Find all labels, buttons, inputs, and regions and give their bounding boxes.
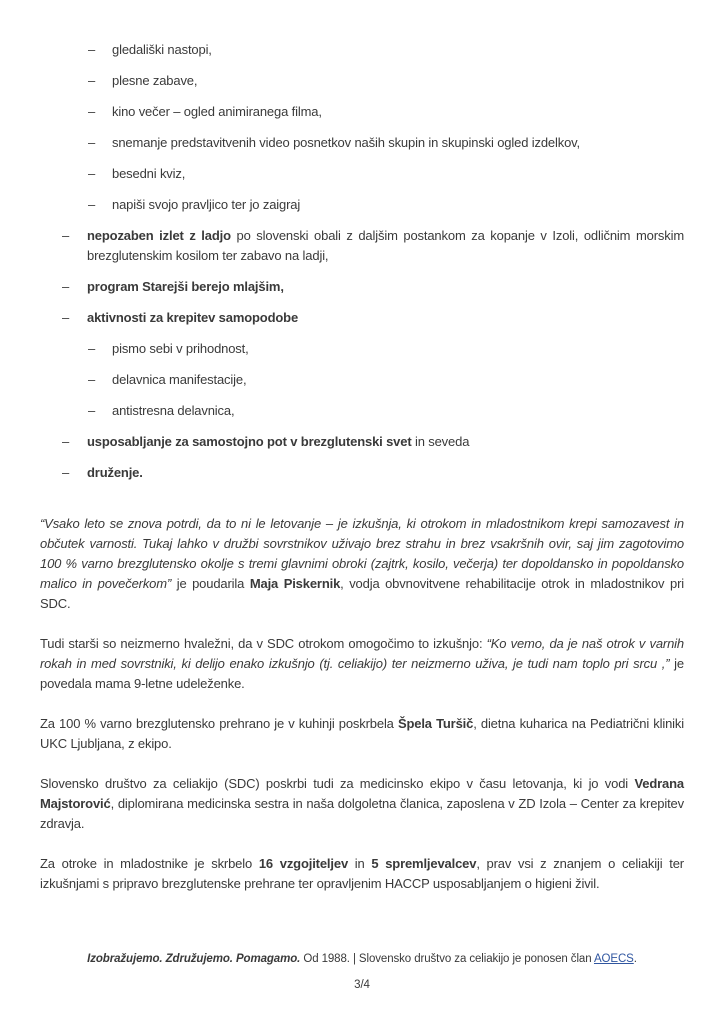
- bold-text-run: Maja Piskernik: [249, 576, 341, 591]
- list-item-text: [112, 372, 246, 387]
- text-run: gledališki nastopi,: [112, 42, 212, 57]
- text-run: , vodja obvnovitvene rehabilitacije otrok in mladostnikov pri SDC.: [40, 576, 684, 611]
- text-run: pismo sebi v prihodnost,: [112, 341, 249, 356]
- list-item: [40, 432, 684, 452]
- list-item: [40, 226, 684, 266]
- italic-text-run: “Vsako leto se znova potrdi, da to ni le letovanje – je izkušnja, ki otrokom in mladostnikom krepi samozavest in občutek varnosti. Tukaj lahko v družbi sovrstnikov uživajo brez strahu in brez vsakršnih ovir, saj jim zagotovimo 100 % varno brezglutensko okolje s tremi glavnimi obroki (zajtrk, kosilo, večerja) ter dopoldansko in popoldansko malico in povečerkom”: [40, 516, 684, 591]
- footer-motto: Izobražujemo. Združujemo. Pomagamo.: [87, 953, 301, 965]
- italic-text-run: “Ko vemo, da je naš otrok v varnih rokah in med sovrstniki, ki delijo enako izkušnjo (tj. celiakijo) ter neizmerno uživa, je tudi nam toplo pri srcu ,”: [40, 636, 684, 671]
- bold-text-run: usposabljanje za samostojno pot v brezglutenski svet: [87, 434, 412, 449]
- list-item-text: [87, 228, 684, 263]
- dash-bullet-icon: –: [88, 135, 96, 150]
- list-item-text: [87, 465, 143, 480]
- text-run: plesne zabave,: [112, 73, 198, 88]
- dash-bullet-icon: –: [88, 403, 96, 418]
- list-item-text: [112, 166, 185, 181]
- paragraph: [40, 634, 684, 694]
- bold-text-run: nepozaben izlet z ladjo: [87, 228, 231, 243]
- text-run: je poudarila: [171, 576, 250, 591]
- bold-text-run: Vedrana Majstorović: [40, 776, 684, 811]
- dash-bullet-icon: –: [62, 434, 70, 449]
- dash-bullet-icon: –: [62, 310, 70, 325]
- list-item: [40, 71, 684, 91]
- list-item-text: [112, 403, 234, 418]
- list-item: [40, 339, 684, 359]
- bold-text-run: 5 spremljevalcev: [371, 856, 477, 871]
- text-run: napiši svojo pravljico ter jo zaigraj: [112, 197, 301, 212]
- text-run: , dietna kuharica na Pediatrični kliniki UKC Ljubljana, z ekipo.: [40, 716, 684, 751]
- dash-bullet-icon: –: [88, 104, 96, 119]
- dash-bullet-icon: –: [62, 228, 70, 243]
- dash-bullet-icon: –: [62, 465, 70, 480]
- text-run: Tudi starši so neizmerno hvaležni, da v SDC otrokom omogočimo to izkušnjo:: [40, 636, 487, 651]
- paragraph: [40, 514, 684, 614]
- list-item-text: [112, 73, 197, 88]
- footer-line: [0, 952, 724, 966]
- list-item: [40, 308, 684, 328]
- dash-bullet-icon: –: [88, 73, 96, 88]
- bold-text-run: Špela Turšič: [397, 716, 474, 731]
- dash-bullet-icon: –: [62, 279, 70, 294]
- dash-bullet-icon: –: [88, 166, 96, 181]
- paragraph: [40, 774, 684, 834]
- text-run: po slovenski obali z daljšim postankom za kopanje v Izoli, odličnim morskim brezglutenskim kosilom ter zabavo na ladji,: [87, 228, 684, 263]
- list-item: [40, 102, 684, 122]
- list-item-text: [112, 135, 580, 150]
- dash-bullet-icon: –: [88, 372, 96, 387]
- text-run: Slovensko društvo za celiakijo (SDC) poskrbi tudi za medicinsko ekipo v času letovanja, ki jo vodi: [40, 776, 635, 791]
- text-run: kino večer – ogled animiranega filma,: [112, 104, 322, 119]
- list-item: [40, 463, 684, 483]
- list-item: [40, 164, 684, 184]
- page-number: 3/4: [354, 979, 370, 991]
- bold-text-run: program Starejši berejo mlajšim,: [87, 279, 284, 294]
- list-item: [40, 195, 684, 215]
- dash-bullet-icon: –: [88, 42, 96, 57]
- text-run: besedni kviz,: [112, 166, 186, 181]
- text-run: in: [348, 856, 372, 871]
- list-item-text: [112, 197, 300, 212]
- bold-text-run: aktivnosti za krepitev samopodobe: [87, 310, 299, 325]
- dash-bullet-icon: –: [88, 197, 96, 212]
- list-item: [40, 277, 684, 297]
- list-item: [40, 133, 684, 153]
- list-item-text: [112, 104, 322, 119]
- list-item: [40, 370, 684, 390]
- list-item: [40, 40, 684, 60]
- footer-text: Od 1988. | Slovensko društvo za celiakijo je ponosen član: [300, 953, 594, 965]
- page-footer: [0, 952, 724, 992]
- list-item-text: [87, 279, 284, 294]
- text-run: snemanje predstavitvenih video posnetkov naših skupin in skupinski ogled izdelkov,: [112, 135, 581, 150]
- text-run: delavnica manifestacije,: [112, 372, 247, 387]
- text-run: je povedala mama 9-letne udeleženke.: [40, 656, 684, 691]
- list-item-text: [87, 434, 469, 449]
- text-run: , prav vsi z znanjem o celiakiji ter izkušnjami s pripravo brezglutenske prehrane ter opravljenim HACCP usposabljanjem o higieni živil.: [40, 856, 684, 891]
- list-item-text: [112, 42, 212, 57]
- bold-text-run: druženje.: [87, 465, 143, 480]
- text-run: Za otroke in mladostnike je skrbelo: [40, 856, 259, 871]
- text-run: in seveda: [411, 434, 470, 449]
- list-item: [40, 401, 684, 421]
- dash-bullet-icon: –: [88, 341, 96, 356]
- bold-text-run: 16 vzgojiteljev: [258, 856, 349, 871]
- text-run: Za 100 % varno brezglutensko prehrano je v kuhinji poskrbela: [40, 716, 398, 731]
- text-run: , diplomirana medicinska sestra in naša dolgoletna članica, zaposlena v ZD Izola – Center za krepitev zdravja.: [40, 796, 684, 831]
- document-body: [40, 40, 684, 894]
- footer-period: .: [633, 953, 637, 965]
- list-item-text: [87, 310, 298, 325]
- aoecs-link[interactable]: AOECS: [593, 953, 634, 965]
- paragraph: [40, 854, 684, 894]
- list-item-text: [112, 341, 249, 356]
- paragraph: [40, 714, 684, 754]
- text-run: antistresna delavnica,: [112, 403, 235, 418]
